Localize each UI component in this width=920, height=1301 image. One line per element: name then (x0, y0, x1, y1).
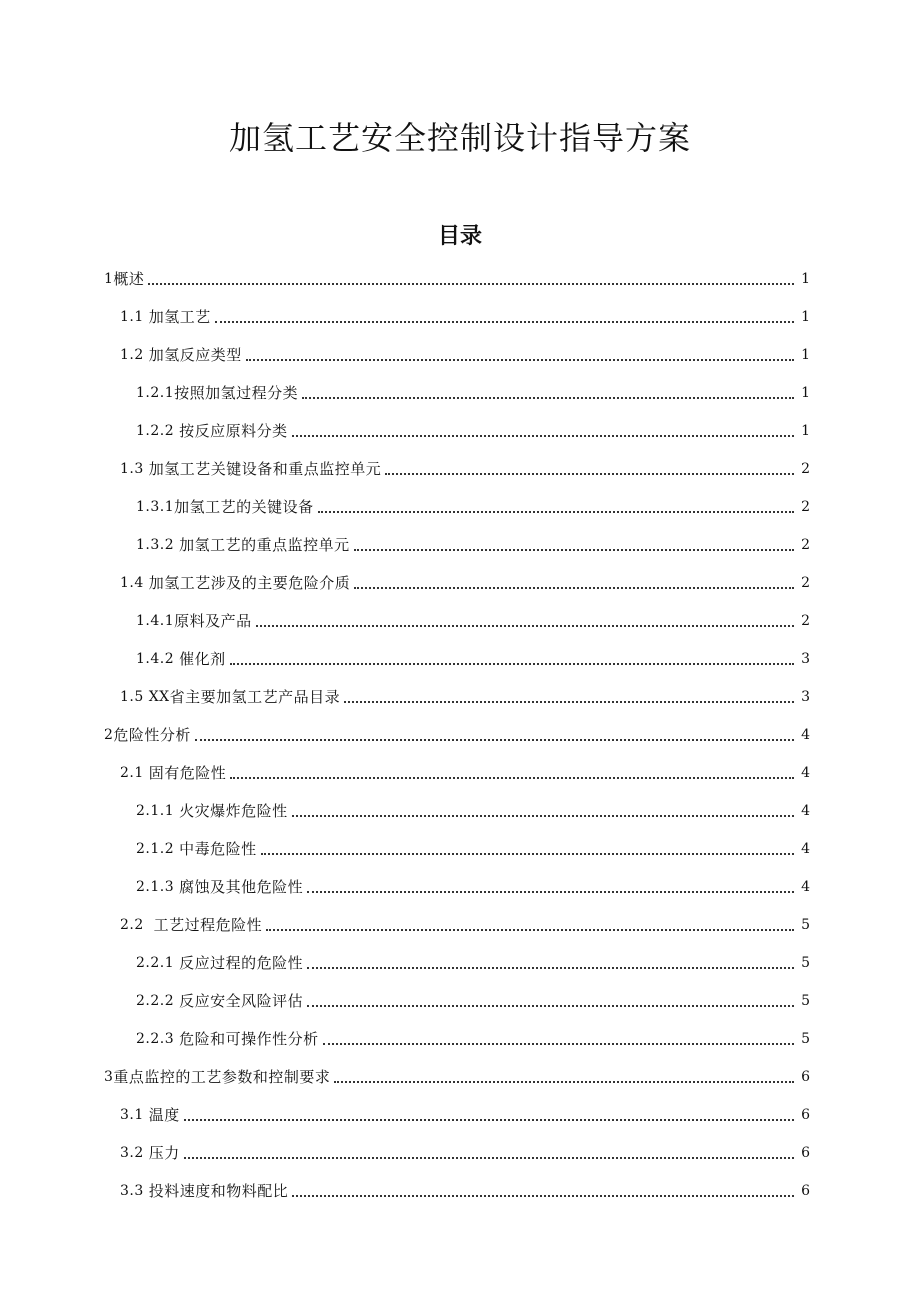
toc-entry-page: 6 (801, 1069, 810, 1085)
toc-entry-page: 1 (801, 347, 810, 363)
toc-entry[interactable] (0, 906, 920, 944)
toc-entry-page: 1 (801, 309, 810, 325)
toc-entry-label: 压力 (148, 1144, 180, 1162)
dot-leader (354, 587, 794, 589)
toc-entry-label: 腐蚀及其他危险性 (179, 878, 304, 896)
toc-entry-label: 按照加氢过程分类 (174, 384, 299, 402)
toc-entry-label: 加氢工艺关键设备和重点监控单元 (148, 460, 382, 478)
dot-leader (292, 435, 794, 437)
dot-leader (261, 853, 794, 855)
toc-entry[interactable] (0, 412, 920, 450)
toc-entry-label: 重点监控的工艺参数和控制要求 (113, 1068, 331, 1086)
dot-leader (256, 625, 794, 627)
toc-entry[interactable] (0, 1058, 920, 1096)
toc-entry-page: 1 (801, 423, 810, 439)
toc-entry[interactable] (0, 298, 920, 336)
toc-entry[interactable] (0, 1096, 920, 1134)
toc-entry-label: 固有危险性 (148, 764, 227, 782)
toc-entry[interactable] (0, 868, 920, 906)
toc-entry[interactable] (0, 526, 920, 564)
dot-leader (354, 549, 794, 551)
dot-leader (184, 1119, 794, 1121)
toc-entry-number: 2.1.1 (136, 803, 180, 819)
dot-leader (323, 1043, 794, 1045)
toc-entry-page: 4 (801, 841, 810, 857)
toc-entry[interactable] (0, 450, 920, 488)
document-title: 加氢工艺安全控制设计指导方案 (228, 119, 691, 157)
toc-entry-number: 1.2.2 (136, 423, 180, 439)
toc-entry-number: 1.4.2 (136, 651, 180, 667)
toc-entry-label: 危险和可操作性分析 (179, 1030, 319, 1048)
toc-entry-page: 5 (801, 955, 810, 971)
toc-entry-number: 1.3.2 (136, 537, 180, 553)
toc-entry-label: 反应安全风险评估 (179, 992, 304, 1010)
dot-leader (215, 321, 794, 323)
toc-entry-page: 4 (801, 727, 810, 743)
toc-entry-number: 1.4 (120, 575, 149, 591)
toc-entry-number: 2 (104, 727, 114, 743)
toc-entry-label: 按反应原料分类 (179, 422, 288, 440)
table-of-contents (0, 260, 920, 1210)
toc-entry[interactable] (0, 336, 920, 374)
toc-entry-page: 1 (801, 385, 810, 401)
toc-entry[interactable] (0, 1172, 920, 1210)
toc-entry[interactable] (0, 754, 920, 792)
toc-entry-label: 加氢反应类型 (148, 346, 242, 364)
dot-leader (184, 1157, 794, 1159)
toc-entry-label: 投料速度和物料配比 (148, 1182, 289, 1200)
toc-entry[interactable] (0, 982, 920, 1020)
toc-entry-number: 2.1 (120, 765, 149, 781)
dot-leader (266, 929, 794, 931)
toc-entry-label: 加氢工艺涉及的主要危险介质 (148, 574, 351, 592)
dot-leader (334, 1081, 794, 1083)
dot-leader (230, 777, 794, 779)
toc-entry[interactable] (0, 374, 920, 412)
dot-leader (148, 283, 794, 285)
toc-entry[interactable] (0, 1134, 920, 1172)
dot-leader (292, 1195, 794, 1197)
toc-entry-label: 危险性分析 (113, 726, 191, 744)
toc-entry-number: 2.2.2 (136, 993, 180, 1009)
dot-leader (292, 815, 794, 817)
toc-entry-label: 反应过程的危险性 (179, 954, 304, 972)
toc-entry[interactable] (0, 1020, 920, 1058)
toc-entry-page: 3 (801, 689, 810, 705)
toc-entry-number: 1.3.1 (136, 499, 175, 515)
toc-heading: 目录 (437, 224, 482, 249)
toc-entry[interactable] (0, 678, 920, 716)
toc-entry-page: 4 (801, 879, 810, 895)
dot-leader (230, 663, 794, 665)
toc-entry-number: 1 (104, 271, 114, 287)
toc-entry[interactable] (0, 944, 920, 982)
toc-entry-page: 2 (801, 613, 810, 629)
toc-entry[interactable] (0, 488, 920, 526)
toc-entry-page: 5 (801, 917, 810, 933)
toc-entry[interactable] (0, 260, 920, 298)
toc-entry-page: 3 (801, 651, 810, 667)
toc-entry-number: 2.2.3 (136, 1031, 180, 1047)
toc-entry-number: 3.1 (120, 1107, 149, 1123)
dot-leader (246, 359, 794, 361)
toc-entry[interactable] (0, 792, 920, 830)
toc-entry-label: 工艺过程危险性 (153, 916, 263, 934)
toc-entry-page: 6 (801, 1107, 810, 1123)
toc-entry[interactable] (0, 830, 920, 868)
dot-leader (385, 473, 794, 475)
toc-entry-page: 2 (801, 537, 810, 553)
toc-entry-page: 4 (801, 765, 810, 781)
toc-entry-number: 3 (104, 1069, 114, 1085)
toc-entry-label: 原料及产品 (174, 612, 252, 630)
toc-entry[interactable] (0, 716, 920, 754)
toc-entry-number: 2.2.1 (136, 955, 180, 971)
toc-entry-label: 加氢工艺的重点监控单元 (179, 536, 350, 554)
toc-entry-label: 概述 (113, 270, 145, 288)
toc-entry-label: 火灾爆炸危险性 (179, 802, 288, 820)
toc-entry-number: 1.4.1 (136, 613, 175, 629)
toc-entry[interactable] (0, 640, 920, 678)
toc-entry-page: 6 (801, 1145, 810, 1161)
toc-entry-number: 2.1.2 (136, 841, 180, 857)
toc-entry-page: 5 (801, 1031, 810, 1047)
toc-entry-label: 中毒危险性 (179, 840, 257, 858)
dot-leader (302, 397, 794, 399)
toc-entry[interactable] (0, 602, 920, 640)
dot-leader (307, 1005, 794, 1007)
toc-entry-label: 加氢工艺 (148, 308, 211, 326)
dot-leader (307, 891, 794, 893)
toc-entry-page: 2 (801, 499, 810, 515)
toc-entry[interactable] (0, 564, 920, 602)
dot-leader (318, 511, 794, 513)
toc-entry-number: 1.5 XX (120, 689, 170, 705)
toc-entry-label: 温度 (148, 1106, 180, 1124)
toc-entry-label: 省主要加氢工艺产品目录 (169, 688, 341, 706)
toc-entry-number: 1.3 (120, 461, 149, 477)
toc-entry-number: 2.2 (120, 917, 154, 933)
toc-entry-page: 4 (801, 803, 810, 819)
toc-entry-number: 2.1.3 (136, 879, 180, 895)
toc-entry-label: 加氢工艺的关键设备 (174, 498, 314, 516)
toc-entry-number: 1.2.1 (136, 385, 175, 401)
toc-entry-number: 1.1 (120, 309, 149, 325)
toc-entry-label: 催化剂 (179, 650, 226, 668)
dot-leader (195, 739, 794, 741)
toc-entry-number: 3.2 (120, 1145, 149, 1161)
toc-entry-page: 2 (801, 575, 810, 591)
toc-entry-page: 1 (801, 271, 810, 287)
toc-entry-page: 5 (801, 993, 810, 1009)
dot-leader (344, 701, 794, 703)
dot-leader (307, 967, 794, 969)
toc-entry-page: 2 (801, 461, 810, 477)
toc-entry-number: 3.3 (120, 1183, 149, 1199)
toc-entry-page: 6 (801, 1183, 810, 1199)
toc-entry-number: 1.2 (120, 347, 149, 363)
